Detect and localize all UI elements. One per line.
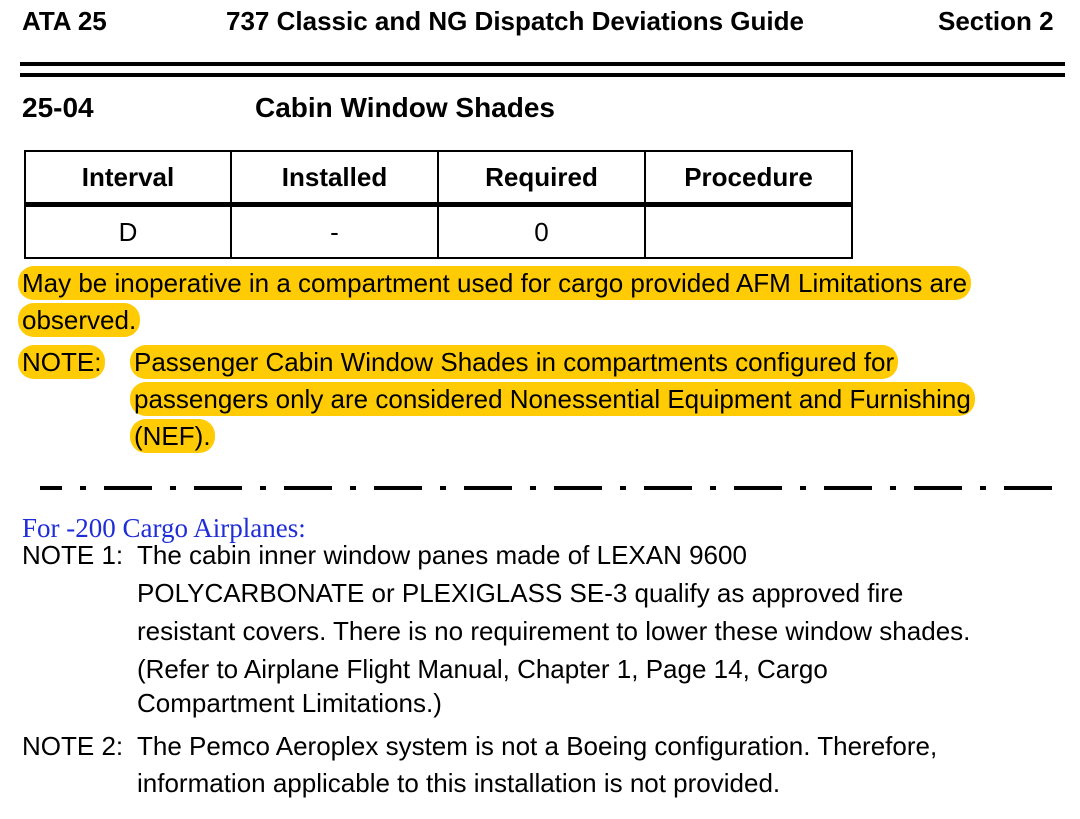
col-required-header: Required	[438, 151, 645, 205]
table-row	[25, 205, 852, 259]
remark-line-2: observed.	[18, 302, 140, 339]
cell-installed: -	[231, 205, 438, 259]
item-number: 25-04	[22, 92, 94, 123]
cell-interval: D	[25, 205, 231, 259]
cargo-section-title: For -200 Cargo Airplanes:	[22, 513, 306, 543]
note-label: NOTE:	[18, 344, 105, 381]
note1-line: (Refer to Airplane Flight Manual, Chapter 1, Page 14, Cargo	[137, 654, 828, 684]
note1-line: resistant covers. There is no requirement to lower these window shades.	[137, 616, 971, 646]
section-label: Section 2	[938, 6, 1054, 36]
document-title: 737 Classic and NG Dispatch Deviations Guide	[226, 6, 804, 36]
note-line-3: (NEF).	[130, 418, 215, 455]
note-line-1: Passenger Cabin Window Shades in compartments configured for	[130, 344, 898, 381]
header-rule-bottom	[20, 73, 1065, 77]
note1-line: The cabin inner window panes made of LEXAN 9600	[137, 540, 747, 570]
table-header-row	[25, 151, 852, 205]
note2-line: The Pemco Aeroplex system is not a Boeing configuration. Therefore,	[137, 731, 938, 761]
col-interval-header: Interval	[25, 151, 231, 205]
note1-line: Compartment Limitations.)	[137, 688, 442, 718]
header-rule-top	[20, 62, 1065, 66]
col-procedure-header: Procedure	[645, 151, 852, 205]
note2-line: information applicable to this installation is not provided.	[137, 768, 781, 798]
remark-line-1: May be inoperative in a compartment used for cargo provided AFM Limitations are	[18, 265, 971, 302]
note2-label: NOTE 2:	[22, 731, 124, 761]
chapter-label: ATA 25	[22, 6, 107, 36]
dispatch-table	[24, 150, 853, 259]
cell-required: 0	[438, 205, 645, 259]
col-installed-header: Installed	[231, 151, 438, 205]
note1-line: POLYCARBONATE or PLEXIGLASS SE-3 qualify as approved fire	[137, 578, 904, 608]
note1-label: NOTE 1:	[22, 540, 124, 570]
item-title: Cabin Window Shades	[255, 92, 555, 123]
cell-procedure	[645, 205, 852, 259]
note-line-2: passengers only are considered Nonessential Equipment and Furnishing	[130, 381, 975, 418]
